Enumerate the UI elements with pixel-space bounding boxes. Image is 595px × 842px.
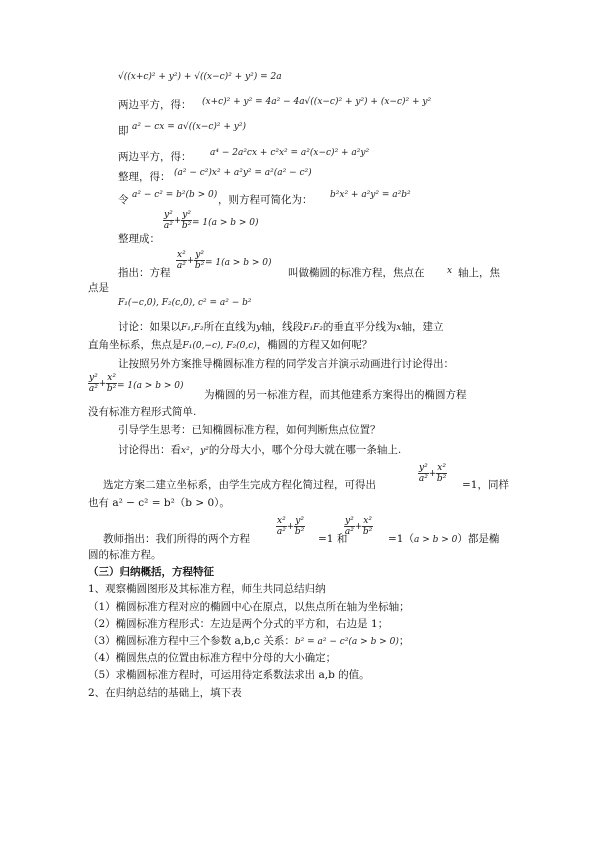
discussion-line-2: 直角坐标系，焦点是F₁(0,−c), F₂(0,c)，椭圆的方程又如何呢？ xyxy=(88,339,373,351)
teacher-equation-1: $\frac{\text{x²}}{\text{a²}}$ + $\frac{\text{y²}}{\text{b²}}$ xyxy=(276,516,305,537)
fraction: $\frac{\text{y²}}{\text{b²}}$ xyxy=(181,210,192,231)
point-line-2: 点是 xyxy=(88,282,109,294)
teacher-text: 教师指出：我们所得的两个方程 xyxy=(103,533,250,545)
teacher-line-2: 圆的标准方程。 xyxy=(88,549,162,561)
square2-label: 两边平方，得： xyxy=(118,151,192,163)
sub-item-3: （3）椭圆标准方程中三个参数 a,b,c 关系：b² = a² − c²(a > b > 0)； xyxy=(88,635,410,647)
discussion-2: 讨论得出：看x²，y²的分母大小，哪个分母大就在哪一条轴上. xyxy=(118,444,402,456)
foci-equation: F₁(−c,0), F₂(c,0), c² = a² − b² xyxy=(118,298,252,308)
point-suffix-2: 轴上，焦 xyxy=(458,267,500,279)
sub-item-2: （2）椭圆标准方程形式：左边是两个分式的平方和，右边是 1； xyxy=(88,618,389,630)
point-x: x xyxy=(447,266,453,276)
other-equation: $\frac{\text{y²}}{\text{a²}}$ + $\frac{\text{x²}}{\text{b²}}$ = 1(a > b > 0) xyxy=(88,373,184,394)
organized-label: 整理成： xyxy=(118,233,160,245)
discussion-line-1: 讨论：如果以F₁,F₂所在直线为y轴，线段F₁F₂的垂直平分线为x轴，建立 xyxy=(118,321,444,333)
point-suffix: 叫做椭圆的标准方程，焦点在 xyxy=(288,267,425,279)
plan2-line-2: 也有 a² − c² = b²（b > 0）。 xyxy=(88,497,230,509)
plan2-tail: =1，同样 xyxy=(462,479,509,491)
sub-item-1: （1）椭圆标准方程对应的椭圆中心在原点，以焦点所在轴为坐标轴； xyxy=(88,601,410,613)
teacher-and: =1 和 xyxy=(318,533,348,545)
let-equation: a² − c² = b²(b > 0) xyxy=(132,190,218,200)
teacher-equation-2: $\frac{\text{y²}}{\text{a²}}$ + $\frac{\text{x²}}{\text{b²}}$ xyxy=(344,516,373,537)
other-line-2: 没有标准方程形式简单. xyxy=(88,406,197,418)
let-label: 令 xyxy=(118,194,129,206)
organized-equation: $\frac{\text{y²}}{\text{a²}}$ + $\frac{\text{y²}}{\text{b²}}$ = 1(a > b > 0) xyxy=(163,210,259,231)
square1-label: 两边平方，得： xyxy=(118,99,192,111)
square1-equation: (x+c)² + y² = 4a² − 4a√((x−c)² + y²) + (x−c)² + y² xyxy=(202,97,432,107)
guide-question: 引导学生思考：已知椭圆标准方程，如何判断焦点位置？ xyxy=(118,424,381,436)
sub-item-4: （4）椭圆焦点的位置由标准方程中分母的大小确定； xyxy=(88,652,337,664)
ji-label: 即 xyxy=(118,125,129,137)
ji-equation: a² − cx = a√((x−c)² + y²) xyxy=(132,122,246,132)
let-middle: ，则方程可简化为： xyxy=(218,194,313,206)
item-2: 2、在归纳总结的基础上，填下表 xyxy=(88,687,242,699)
fraction: $\frac{\text{y²}}{\text{a²}}$ xyxy=(163,210,173,231)
equation-top: √((x+c)² + y²) + √((x−c)² + y²) = 2a xyxy=(118,72,282,82)
organize-equation: (a² − c²)x² + a²y² = a²(a² − c²) xyxy=(174,168,312,178)
other-suffix: 为椭圆的另一标准方程，而其他建系方案得出的椭圆方程 xyxy=(204,389,467,401)
other-plan: 让按照另外方案推导椭圆标准方程的同学发言并演示动画进行讨论得出： xyxy=(118,358,454,370)
teacher-tail: =1（a > b > 0）都是椭 xyxy=(388,533,500,545)
let-equation-2: b²x² + a²y² = a²b² xyxy=(330,190,411,200)
section-title: （三）归纳概括，方程特征 xyxy=(88,566,214,578)
square2-equation: a⁴ − 2a²cx + c²x² = a²(x−c)² + a²y² xyxy=(210,148,370,158)
plan2-equation: $\frac{\text{y²}}{\text{a²}}$ + $\frac{\text{x²}}{\text{b²}}$ xyxy=(418,463,447,484)
sub-item-5: （5）求椭圆标准方程时，可运用待定系数法求出 a,b 的值。 xyxy=(88,669,370,681)
plan2-text: 选定方案二建立坐标系，由学生完成方程化简过程，可得出 xyxy=(103,479,376,491)
organize-label: 整理，得： xyxy=(118,171,171,183)
standard-equation: $\frac{\text{x²}}{\text{a²}}$ + $\frac{\text{y²}}{\text{b²}}$ = 1(a > b > 0) xyxy=(176,250,272,271)
point-prefix: 指出：方程 xyxy=(118,267,171,279)
item-1: 1、观察椭圆图形及其标准方程，师生共同总结归纳 xyxy=(88,583,326,595)
